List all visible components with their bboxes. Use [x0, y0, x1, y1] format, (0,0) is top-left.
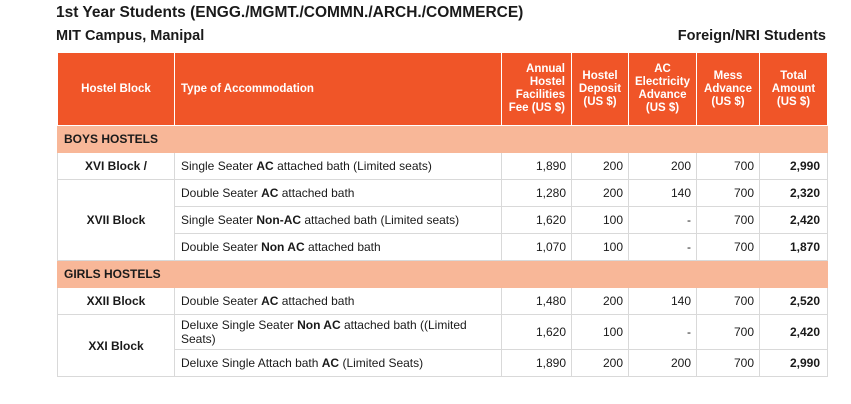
mess-cell: 700	[697, 153, 760, 180]
electricity-cell: 140	[629, 288, 697, 315]
header-facilities-fee: Annual Hostel Facilities Fee (US $)	[502, 53, 572, 126]
deposit-cell: 200	[572, 350, 629, 377]
facilities-fee-cell: 1,620	[502, 207, 572, 234]
page-title: 1st Year Students (ENGG./MGMT./COMMN./ARCH./COMMERCE)	[56, 4, 524, 21]
electricity-cell: -	[629, 315, 697, 350]
electricity-cell: 200	[629, 153, 697, 180]
table-row	[58, 288, 828, 315]
total-cell: 2,420	[760, 207, 828, 234]
section-label-girls: GIRLS HOSTELS	[58, 261, 828, 288]
header-hostel-block: Hostel Block	[58, 53, 175, 126]
total-cell: 2,520	[760, 288, 828, 315]
electricity-cell: 200	[629, 350, 697, 377]
hostel-block-cell: XVII Block	[58, 180, 175, 261]
facilities-fee-cell: 1,890	[502, 350, 572, 377]
facilities-fee-cell: 1,890	[502, 153, 572, 180]
accommodation-cell: Single Seater AC attached bath (Limited seats)	[175, 153, 502, 180]
accommodation-cell: Single Seater Non-AC attached bath (Limited seats)	[175, 207, 502, 234]
student-category-label: Foreign/NRI Students	[677, 28, 826, 44]
facilities-fee-cell: 1,620	[502, 315, 572, 350]
total-cell: 2,990	[760, 153, 828, 180]
accommodation-cell: Double Seater AC attached bath	[175, 180, 502, 207]
hostel-block-cell: XXII Block	[58, 288, 175, 315]
deposit-cell: 100	[572, 315, 629, 350]
electricity-cell: -	[629, 234, 697, 261]
total-cell: 2,320	[760, 180, 828, 207]
accommodation-cell: Deluxe Single Seater Non AC attached bath ((Limited Seats)	[175, 315, 502, 350]
deposit-cell: 200	[572, 153, 629, 180]
hostel-block-cell: XVI Block /	[58, 153, 175, 180]
table-row	[58, 153, 828, 180]
electricity-cell: 140	[629, 180, 697, 207]
hostel-block-cell: XXI Block	[58, 315, 175, 377]
table-header-row	[58, 53, 828, 126]
header-total-amount: Total Amount (US $)	[760, 53, 828, 126]
accommodation-cell: Deluxe Single Attach bath AC (Limited Seats)	[175, 350, 502, 377]
mess-cell: 700	[697, 288, 760, 315]
mess-cell: 700	[697, 207, 760, 234]
mess-cell: 700	[697, 180, 760, 207]
facilities-fee-cell: 1,280	[502, 180, 572, 207]
header-mess-advance: Mess Advance (US $)	[697, 53, 760, 126]
accommodation-cell: Double Seater Non AC attached bath	[175, 234, 502, 261]
electricity-cell: -	[629, 207, 697, 234]
deposit-cell: 100	[572, 207, 629, 234]
mess-cell: 700	[697, 315, 760, 350]
table-row	[58, 315, 828, 350]
facilities-fee-cell: 1,070	[502, 234, 572, 261]
deposit-cell: 100	[572, 234, 629, 261]
section-row-girls	[58, 261, 828, 288]
section-row-boys	[58, 126, 828, 153]
mess-cell: 700	[697, 234, 760, 261]
deposit-cell: 200	[572, 288, 629, 315]
accommodation-cell: Double Seater AC attached bath	[175, 288, 502, 315]
table-row	[58, 180, 828, 207]
hostel-fee-table	[57, 52, 828, 377]
total-cell: 2,420	[760, 315, 828, 350]
campus-label: MIT Campus, Manipal	[56, 28, 205, 44]
section-label-boys: BOYS HOSTELS	[58, 126, 828, 153]
facilities-fee-cell: 1,480	[502, 288, 572, 315]
mess-cell: 700	[697, 350, 760, 377]
header-electricity-advance: AC Electricity Advance (US $)	[629, 53, 697, 126]
total-cell: 2,990	[760, 350, 828, 377]
deposit-cell: 200	[572, 180, 629, 207]
total-cell: 1,870	[760, 234, 828, 261]
header-accommodation-type: Type of Accommodation	[175, 53, 502, 126]
header-hostel-deposit: Hostel Deposit (US $)	[572, 53, 629, 126]
